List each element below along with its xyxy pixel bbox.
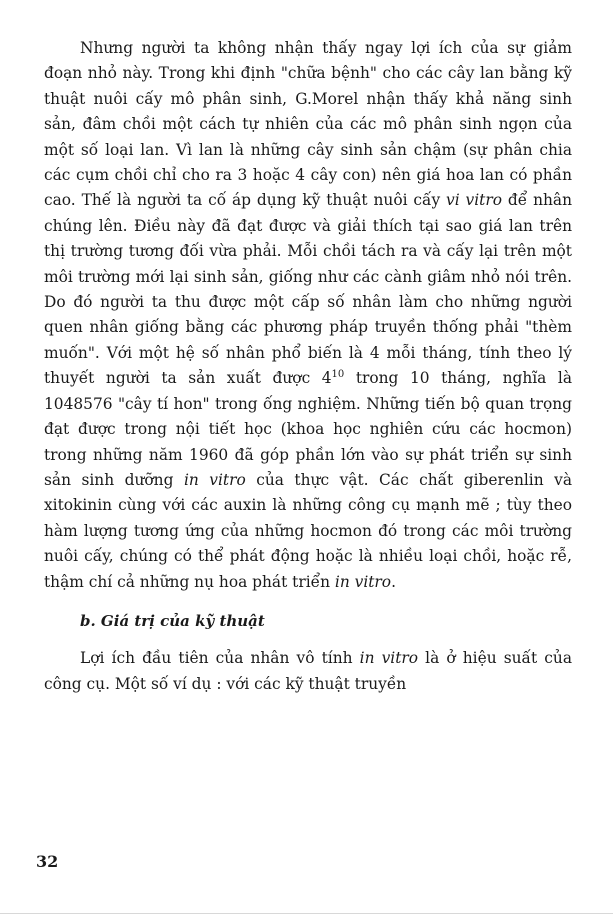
paragraph-technique-value xyxy=(44,646,572,697)
italic-term: in vitro xyxy=(183,470,246,489)
text-run: của thực vật. Các chất giberenlin và xitokinin cùng với các auxin là những công cụ mạnh mẽ ; tùy theo hàm lượng tương ứng của những hocmon đó trong các môi trường nuôi cấy, chúng có thể phát động hoặc là nhiều loại chồi, hoặc rễ, thậm chí cả những nụ hoa phát triển xyxy=(44,470,572,591)
italic-term: in vitro xyxy=(359,649,419,668)
body-text xyxy=(44,36,572,697)
italic-term: vi vitro xyxy=(446,191,502,210)
text-run: trong 10 tháng, nghĩa là 1048576 "cây tí hon" trong ống nghiệm. Những tiến bộ quan trọng đạt được trong nội tiết học (khoa học nghiên cứu các hocmon) trong những năm 1960 đã góp phần lớn vào sự phát triển sự sinh sản sinh dưỡng xyxy=(44,369,573,489)
text-run: Lợi ích đầu tiên của nhân vô tính xyxy=(80,649,360,668)
text-run: là ở hiệu suất của công cụ. Một số ví dụ : với các kỹ thuật truyền xyxy=(44,649,572,693)
section-heading: b. Giá trị của kỹ thuật xyxy=(80,611,265,630)
page-number: 32 xyxy=(36,852,59,871)
exponent: 10 xyxy=(331,369,345,381)
text-run: Nhưng người ta không nhận thấy ngay lợi ích của sự giảm đoạn nhỏ này. Trong khi định "chữa bệnh" cho các cây lan bằng kỹ thuật nuôi cấy mô phân sinh, G.Morel nhận thấy khả năng sinh sản, đâm chồi một cách tự nhiên của các mô phân sinh ngọn của một số loại lan. Vì lan là những cây sinh sản chậm (sự phân chia các cụm chồi chỉ cho ra 3 hoặc 4 cây con) nên giá hoa lan có phần cao. Thế là người ta cố áp dụng kỹ thuật nuôi cấy xyxy=(44,39,572,210)
paragraph-orchid-propagation xyxy=(44,36,572,595)
bottom-edge xyxy=(0,913,613,914)
text-run: để nhân chúng lên. Điều này đã đạt được và giải thích tại sao giá lan trên thị trường tương đối vừa phải. Mỗi chồi tách ra và cấy lại trên một môi trường mới lại sinh sản, giống như các cành giâm nhỏ nói trên. Do đó người ta thu được một cấp số nhân làm cho những người quen nhân giống bằng các phương pháp truyền thống phải "thèm muốn". Với một hệ số nhân phổ biến là 4 mỗi tháng, tính theo lý thuyết người ta sản xuất được 4 xyxy=(44,191,572,388)
text-run: . xyxy=(391,572,396,591)
italic-term: in vitro xyxy=(334,572,392,591)
